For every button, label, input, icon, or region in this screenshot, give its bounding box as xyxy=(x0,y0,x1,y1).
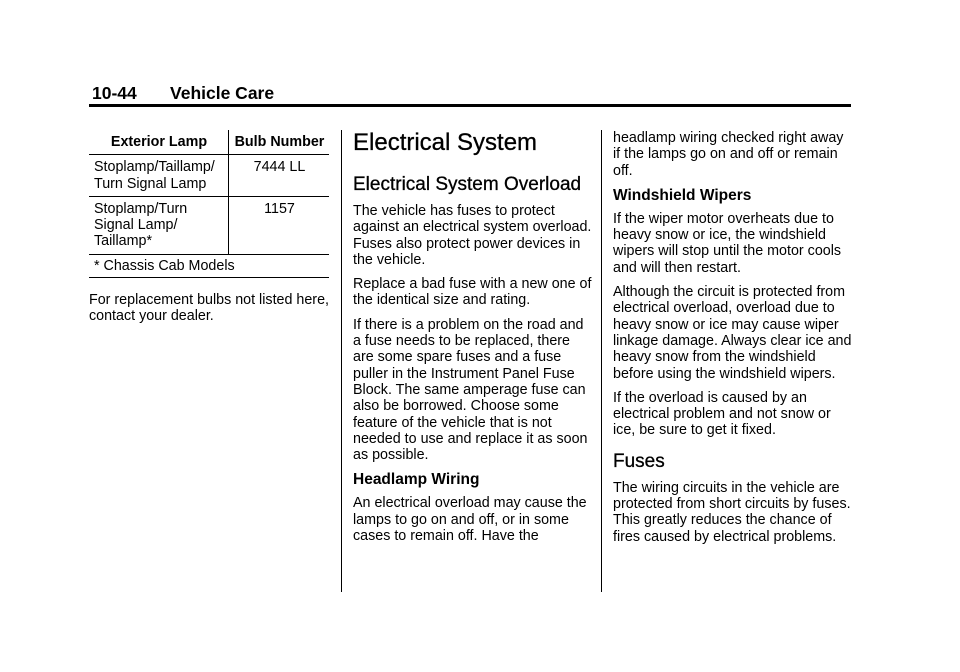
column-divider xyxy=(341,130,342,592)
table-header-row xyxy=(89,130,329,155)
paragraph: Replace a bad fuse with a new one of the identical size and rating. xyxy=(353,276,592,309)
paragraph: For replacement bulbs not listed here, contact your dealer. xyxy=(89,292,329,325)
table-footnote: * Chassis Cab Models xyxy=(89,254,329,277)
table-cell: Stoplamp/Turn Signal Lamp/ Taillamp* xyxy=(89,196,229,254)
column-left xyxy=(89,130,329,333)
paragraph: The wiring circuits in the vehicle are protected from short circuits by fuses. This greatly reduces the chance of fires caused by electrical problems. xyxy=(613,479,851,545)
column-divider xyxy=(601,130,602,592)
paragraph: headlamp wiring checked right away if the lamps go on and off or remain off. xyxy=(613,130,844,179)
section-title: Vehicle Care xyxy=(170,83,275,103)
page-number: 10-44 xyxy=(92,83,137,103)
page-header xyxy=(92,83,274,104)
subsection-heading: Electrical System Overload xyxy=(353,174,582,195)
paragraph: If there is a problem on the road and a fuse needs to be replaced, there are some spare fuses and a fuse puller in the Instrument Panel Fuse Block. The same amperage fuse can also be borrowed. Choose some feature of the vehicle that is not needed to use and replace it as soon as possible. xyxy=(353,316,588,464)
table-footnote-row xyxy=(89,254,329,277)
paragraph: The vehicle has fuses to protect against an electrical system overload. Fuses also protect power devices in the vehicle. xyxy=(353,203,592,268)
column-right xyxy=(613,130,853,553)
topic-heading: Windshield Wipers xyxy=(613,186,752,204)
paragraph: Although the circuit is protected from electrical overload, overload due to heavy snow or ice may cause wiper linkage damage. Always clear ice and heavy snow from the windshield before using the windshield wipers. xyxy=(613,284,852,382)
bulb-table xyxy=(89,130,329,278)
table-row xyxy=(89,155,329,197)
table-cell: 1157 xyxy=(229,196,330,254)
paragraph: If the wiper motor overheats due to heavy snow or ice, the windshield wipers will stop until the motor cools and will then restart. xyxy=(613,210,842,276)
table-row xyxy=(89,196,329,254)
table-cell: 7444 LL xyxy=(229,155,330,197)
header-rule xyxy=(89,104,851,107)
subsection-heading: Fuses xyxy=(613,450,665,472)
table-cell: Stoplamp/Taillamp/ Turn Signal Lamp xyxy=(89,155,229,197)
paragraph: If the overload is caused by an electrical problem and not snow or ice, be sure to get it fixed. xyxy=(613,389,831,439)
paragraph: An electrical overload may cause the lamps to go on and off, or in some cases to remain off. Have the xyxy=(353,495,587,545)
table-header-cell: Bulb Number xyxy=(229,130,330,155)
topic-heading: Headlamp Wiring xyxy=(353,471,480,489)
section-heading: Electrical System xyxy=(353,129,538,156)
column-middle xyxy=(353,130,593,552)
table-header-cell: Exterior Lamp xyxy=(89,130,229,155)
